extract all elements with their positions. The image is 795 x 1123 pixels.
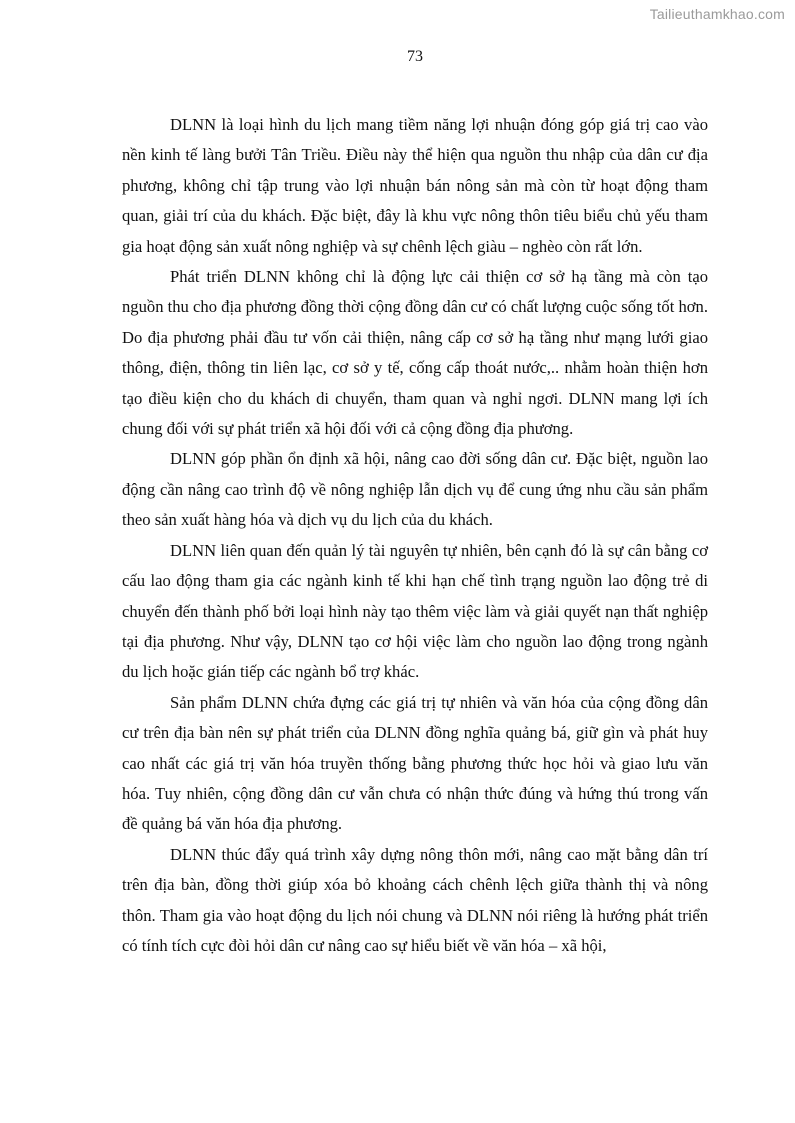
paragraph: Sản phẩm DLNN chứa đựng các giá trị tự nhiên và văn hóa của cộng đồng dân cư trên địa bàn nên sự phát triển của DLNN đồng nghĩa quảng bá, giữ gìn và phát huy cao nhất các giá trị văn hóa truyền thống bằng phương thức học hỏi và giao lưu văn hóa. Tuy nhiên, cộng đồng dân cư vẫn chưa có nhận thức đúng và hứng thú trong vấn đề quảng bá văn hóa địa phương.: [122, 692, 708, 834]
paragraph: Phát triển DLNN không chỉ là động lực cải thiện cơ sở hạ tầng mà còn tạo nguồn thu cho địa phương đồng thời cộng đồng dân cư có chất lượng cuộc sống tốt hơn. Do địa phương phải đầu tư vốn cải thiện, nâng cấp cơ sở hạ tầng như mạng lưới giao thông, điện, thông tin liên lạc, cơ sở y tế, cống cấp thoát nước,.. nhằm hoàn thiện hơn tạo điều kiện cho du khách di chuyển, tham quan và nghỉ ngơi. DLNN mang lợi ích chung đối với sự phát triển xã hội đối với cả cộng đồng địa phương.: [122, 267, 708, 439]
document-body: [122, 110, 708, 961]
paragraph: DLNN liên quan đến quản lý tài nguyên tự nhiên, bên cạnh đó là sự cân bằng cơ cấu lao động tham gia các ngành kinh tế khi hạn chế tình trạng nguồn lao động trẻ di chuyển đến thành phố bởi loại hình này tạo thêm việc làm và giải quyết nạn thất nghiệp tại địa phương. Như vậy, DLNN tạo cơ hội việc làm cho nguồn lao động trong ngành du lịch hoặc gián tiếp các ngành bổ trợ khác.: [122, 540, 708, 682]
paragraph: DLNN góp phần ổn định xã hội, nâng cao đời sống dân cư. Đặc biệt, nguồn lao động cần nâng cao trình độ về nông nghiệp lẫn dịch vụ để cung ứng nhu cầu sản phẩm theo sản xuất hàng hóa và dịch vụ du lịch của du khách.: [122, 449, 708, 530]
paragraph: DLNN là loại hình du lịch mang tiềm năng lợi nhuận đóng góp giá trị cao vào nền kinh tế làng bưởi Tân Triều. Điều này thể hiện qua nguồn thu nhập của dân cư địa phương, không chỉ tập trung vào lợi nhuận bán nông sản mà còn từ hoạt động tham quan, giải trí của du khách. Đặc biệt, đây là khu vực nông thôn tiêu biểu chủ yếu tham gia hoạt động sản xuất nông nghiệp và sự chênh lệch giàu – nghèo còn rất lớn.: [122, 115, 708, 256]
watermark-text: Tailieuthamkhao.com: [649, 6, 785, 22]
page-number: 73: [407, 48, 423, 65]
paragraph: DLNN thúc đẩy quá trình xây dựng nông thôn mới, nâng cao mặt bằng dân trí trên địa bàn, đồng thời giúp xóa bỏ khoảng cách chênh lệch giữa thành thị và nông thôn. Tham gia vào hoạt động du lịch nói chung và DLNN nói riêng là hướng phát triển có tính tích cực đòi hỏi dân cư nâng cao sự hiểu biết về văn hóa – xã hội,: [122, 844, 708, 955]
